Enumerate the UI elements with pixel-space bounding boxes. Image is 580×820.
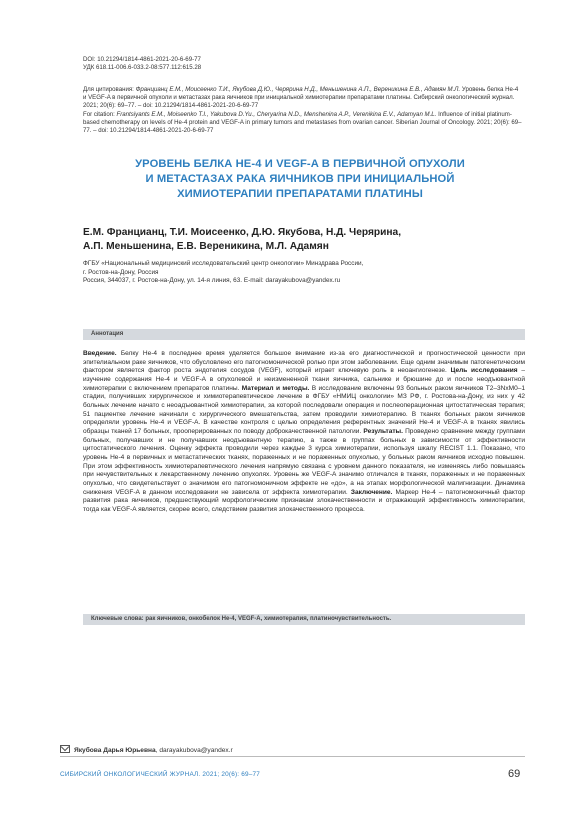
doi-block: [83, 56, 523, 72]
abstract-aim-text: – изучение содержания Не-4 и VEGF-A в опухолевой и неизмененной ткани яичника, сальнике и брюшине до и после неодъювантной химиотерапии с включением препаратов платины.: [83, 367, 525, 392]
citation-ru: [83, 86, 523, 111]
doi-line: DOI: 10.21294/1814-4861-2021-20-6-69-77: [83, 56, 201, 63]
abstract-body: [83, 350, 525, 514]
abstract-aim-label: Цель исследования: [450, 367, 518, 375]
footer-divider: [60, 756, 525, 757]
citation-en: [83, 111, 523, 136]
mail-icon: [60, 745, 70, 753]
title-line-1: УРОВЕНЬ БЕЛКА НЕ-4 И VEGF-A В ПЕРВИЧНОЙ ОПУХОЛИ: [135, 158, 465, 170]
affiliation-line-3: Россия, 344037, г. Ростов-на-Дону, ул. 14-я линия, 63. E-mail: darayakubova@yandex.ru: [83, 277, 341, 285]
abstract-results-text: Проведено сравнение между группами больных, получавших и не получавших неодъювантную терапию, а также в группах больных в зависимости от эффективности цитостатического лечения. Оценку эффекта проводили через каждые 3 курса химиотерапии, используя шкалу RECIST 1.1. Показано, что уровень Не-4 в первичных и метастатических тканях, пораженных и не пораженных опухолью, у больных раком яичников исходно повышен. При этом эффективность химиотерапевтического лечения напрямую связана с уровнем данного показателя, не изменяясь либо повышаясь при нечувствительных к лекарственному лечению опухолях. Уровень же VEGF-A значимо отличался в тканях, пораженных и не пораженных опухолью, что свидетельствует о значимом его патогномоничном эффекте не «до», а на этапах морфологической малигнизации. Динамика снижения VEGF-A в данном исследовании не зависела от эффекта химиотерапии.: [83, 427, 526, 496]
citation-en-authors: Frantsiyants E.M., Moiseenko T.I., Yakubova D.Yu., Cheryarina N.D., Menshenina A.P., Verenikina E.V., Adamyan M.L.: [116, 110, 437, 118]
citation-block: [83, 86, 523, 135]
affiliation: [83, 260, 523, 286]
affiliation-line-2: г. Ростов-на-Дону, Россия: [83, 268, 159, 276]
page-number: 69: [508, 768, 521, 780]
abstract-conclusion-label: Заключение.: [350, 488, 393, 496]
citation-ru-text: Уровень белка Не-4 и VEGF-A в первичной опухоли и метастазах рака яичников при инициальной химиотерапии препаратами платины. Сибирский онкологический журнал. 2021; 20(6): 69–77. – doi: 10.21294/1814-4861-2021-20-6-69-77: [83, 86, 519, 110]
keywords-bar: [83, 614, 525, 625]
authors-line-1: Е.М. Францианц, Т.И. Моисеенко, Д.Ю. Якубова, Н.Д. Черярина,: [83, 227, 402, 238]
correspondence-email[interactable]: , darayakubova@yandex.r: [155, 747, 233, 754]
udc-line: УДК 618.11-006.6-033.2-08:577.112:615.28: [83, 64, 202, 72]
citation-ru-prefix: Для цитирования:: [83, 86, 136, 93]
abstract-methods-label: Материал и методы.: [241, 384, 310, 392]
correspondence-name: Якубова Дарья Юрьевна: [74, 747, 156, 754]
citation-ru-authors: Францианц Е.М., Моисеенко Т.И., Якубова Д.Ю., Черярина Н.Д., Меньшенина А.П., Вереникина Е.В., Адамян М.Л.: [135, 86, 461, 93]
article-title: [70, 157, 530, 202]
journal-footer: СИБИРСКИЙ ОНКОЛОГИЧЕСКИЙ ЖУРНАЛ. 2021; 20(6): 69–77: [60, 771, 260, 778]
author-list: [83, 226, 523, 254]
title-line-3: ХИМИОТЕРАПИИ ПРЕПАРАТАМИ ПЛАТИНЫ: [177, 188, 423, 200]
abstract-conclusion-text: Маркер Не-4 – патогномоничный фактор развития рака яичников, предшествующий морфологическим признакам злокачественности и отражающий эффективность химиотерапии, тогда как VEGF-A является, скорее всего, следствием развития злокачественного процесса.: [83, 488, 525, 513]
citation-en-text: Influence of initial platinum-based chemotherapy on levels of He-4 protein and VEGF-A in primary tumors and metastases from ovarian cancer. Siberian Journal of Oncology. 2021; 20(6): 69–77. – doi: 10.21294/1814-4861-2021-20-6-69-77: [83, 110, 522, 135]
correspondence: [60, 745, 233, 754]
abstract-header-label: Аннотация: [91, 331, 124, 337]
affiliation-line-1: ФГБУ «Национальный медицинский исследовательский центр онкологии» Минздрава России,: [83, 260, 364, 267]
keywords-text: Ключевые слова: рак яичников, онкобелок Не-4, VEGF-A, химиотерапия, платиночувствительность.: [91, 616, 392, 622]
citation-en-prefix: For citation:: [83, 110, 117, 118]
abstract-intro-text: Белку Не-4 в последнее время уделяется большое внимание из-за его диагностической и прогностической ценности при эпителиальном раке яичников, что обусловлено его патогномоничеcкой ролью при этом заболевании. Еще одним значимым патогенетическим фактором является фактор роста эндотелия сосудов (VEGF), который играет ключевую роль в неоангиогенезе.: [83, 350, 525, 375]
title-line-2: И МЕТАСТАЗАХ РАКА ЯИЧНИКОВ ПРИ ИНИЦИАЛЬНОЙ: [145, 173, 455, 185]
abstract-results-label: Результаты.: [363, 427, 403, 435]
abstract-header: [83, 329, 525, 340]
abstract-intro-label: Введение.: [83, 350, 117, 357]
authors-line-2: А.П. Меньшенина, Е.В. Вереникина, М.Л. Адамян: [83, 241, 329, 252]
abstract-methods-text: В исследование включены 93 больных раком яичников T2–3NxM0–1 стадии, получивших хирургическое и химиотерапевтическое лечение в ФГБУ «НМИЦ онкологии» МЗ РФ, г. Ростова-на-Дону, из них у 42 больных лечение начато с неоадъювантной химиотерапии, за которой последовали операция и послеоперационная цитостатическая терапия; 51 пациентке лечение начинали с хирургического вмешательства, затем проводили химиотерапию. В тканях больных раком яичников определяли уровень Не-4 и VEGF-A. В качестве контроля с целью определения референтных значений Не-4 и VEGF-A в тканях явились образцы тканей 17 больных, прооперированных по поводу доброкачественной патологии.: [83, 384, 525, 435]
